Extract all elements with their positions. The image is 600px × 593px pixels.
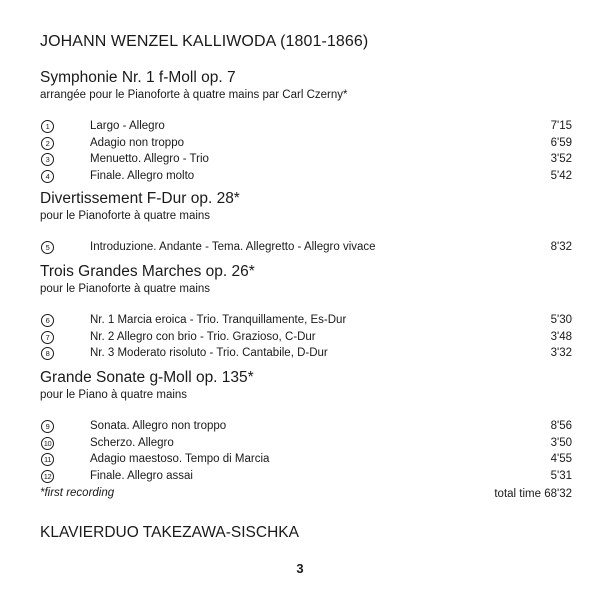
track-title: Nr. 3 Moderato risoluto - Trio. Cantabile, D-Dur bbox=[90, 347, 328, 359]
track-title: Largo - Allegro bbox=[90, 120, 165, 132]
track-row bbox=[40, 312, 572, 329]
track-row bbox=[40, 118, 572, 135]
work-subtitle: pour le Pianoforte à quatre mains bbox=[40, 283, 211, 295]
track-number: 8 bbox=[41, 347, 54, 360]
footnote: *first recording bbox=[40, 487, 115, 499]
track-number: 1 bbox=[41, 120, 54, 133]
track-duration: 8'56 bbox=[550, 420, 572, 432]
track-duration: 5'30 bbox=[550, 314, 572, 326]
track-title: Finale. Allegro assai bbox=[90, 469, 193, 482]
work-symphonie bbox=[40, 68, 572, 184]
track-title: Nr. 2 Allegro con brio - Trio. Grazioso, C-Dur bbox=[90, 330, 316, 343]
work-title: Trois Grandes Marches op. 26* bbox=[40, 263, 255, 280]
track-row bbox=[40, 239, 572, 256]
track-duration: 6'59 bbox=[550, 136, 572, 149]
track-title: Introduzione. Andante - Tema. Allegretto - Allegro vivace bbox=[90, 241, 376, 253]
track-row bbox=[40, 345, 572, 362]
track-duration: 8'32 bbox=[550, 241, 572, 253]
track-title: Menuetto. Allegro - Trio bbox=[90, 153, 209, 165]
track-title: Nr. 1 Marcia eroica - Trio. Tranquillamente, Es-Dur bbox=[90, 314, 347, 326]
track-duration: 5'42 bbox=[550, 169, 572, 182]
track-number: 9 bbox=[41, 420, 54, 433]
composer-heading: JOHANN WENZEL KALLIWODA (1801-1866) bbox=[40, 33, 369, 50]
track-list bbox=[40, 239, 572, 256]
track-number: 7 bbox=[41, 331, 54, 344]
work-title: Symphonie Nr. 1 f-Moll op. 7 bbox=[40, 69, 236, 86]
track-row bbox=[40, 168, 572, 185]
work-title: Divertissement F-Dur op. 28* bbox=[40, 190, 240, 207]
track-list bbox=[40, 312, 572, 362]
track-duration: 3'48 bbox=[550, 330, 572, 343]
track-duration: 3'32 bbox=[550, 347, 572, 359]
track-duration: 4'55 bbox=[550, 453, 572, 465]
track-title: Adagio non troppo bbox=[90, 136, 184, 149]
track-row bbox=[40, 451, 572, 468]
track-title: Finale. Allegro molto bbox=[90, 169, 195, 182]
work-subtitle: pour le Pianoforte à quatre mains bbox=[40, 210, 211, 222]
work-marches bbox=[40, 262, 572, 362]
track-row bbox=[40, 468, 572, 485]
work-grande-sonate bbox=[40, 368, 572, 484]
track-title: Scherzo. Allegro bbox=[90, 436, 174, 449]
track-row bbox=[40, 435, 572, 452]
total-time: total time 68'32 bbox=[494, 488, 572, 500]
track-number: 10 bbox=[41, 437, 54, 450]
track-list bbox=[40, 118, 572, 184]
track-number: 3 bbox=[41, 153, 54, 166]
track-number: 11 bbox=[41, 453, 54, 466]
page-number: 3 bbox=[296, 561, 304, 576]
track-duration: 7'15 bbox=[550, 120, 572, 132]
track-number: 2 bbox=[41, 137, 54, 150]
track-row bbox=[40, 135, 572, 152]
track-row bbox=[40, 418, 572, 435]
work-title: Grande Sonate g-Moll op. 135* bbox=[40, 369, 254, 386]
track-duration: 5'31 bbox=[550, 469, 572, 482]
track-title: Adagio maestoso. Tempo di Marcia bbox=[90, 453, 270, 465]
work-subtitle: pour le Piano à quatre mains bbox=[40, 389, 188, 401]
track-duration: 3'50 bbox=[550, 436, 572, 449]
track-number: 5 bbox=[41, 241, 54, 254]
track-duration: 3'52 bbox=[550, 153, 572, 165]
track-list bbox=[40, 418, 572, 484]
track-row bbox=[40, 329, 572, 346]
track-number: 4 bbox=[41, 170, 54, 183]
track-number: 6 bbox=[41, 314, 54, 327]
track-number: 12 bbox=[41, 470, 54, 483]
track-title: Sonata. Allegro non troppo bbox=[90, 420, 227, 432]
work-subtitle: arrangée pour le Pianoforte à quatre mains par Carl Czerny* bbox=[40, 89, 348, 101]
work-divertissement bbox=[40, 189, 572, 256]
performers: KLAVIERDUO TAKEZAWA-SISCHKA bbox=[40, 524, 299, 541]
track-row bbox=[40, 151, 572, 168]
